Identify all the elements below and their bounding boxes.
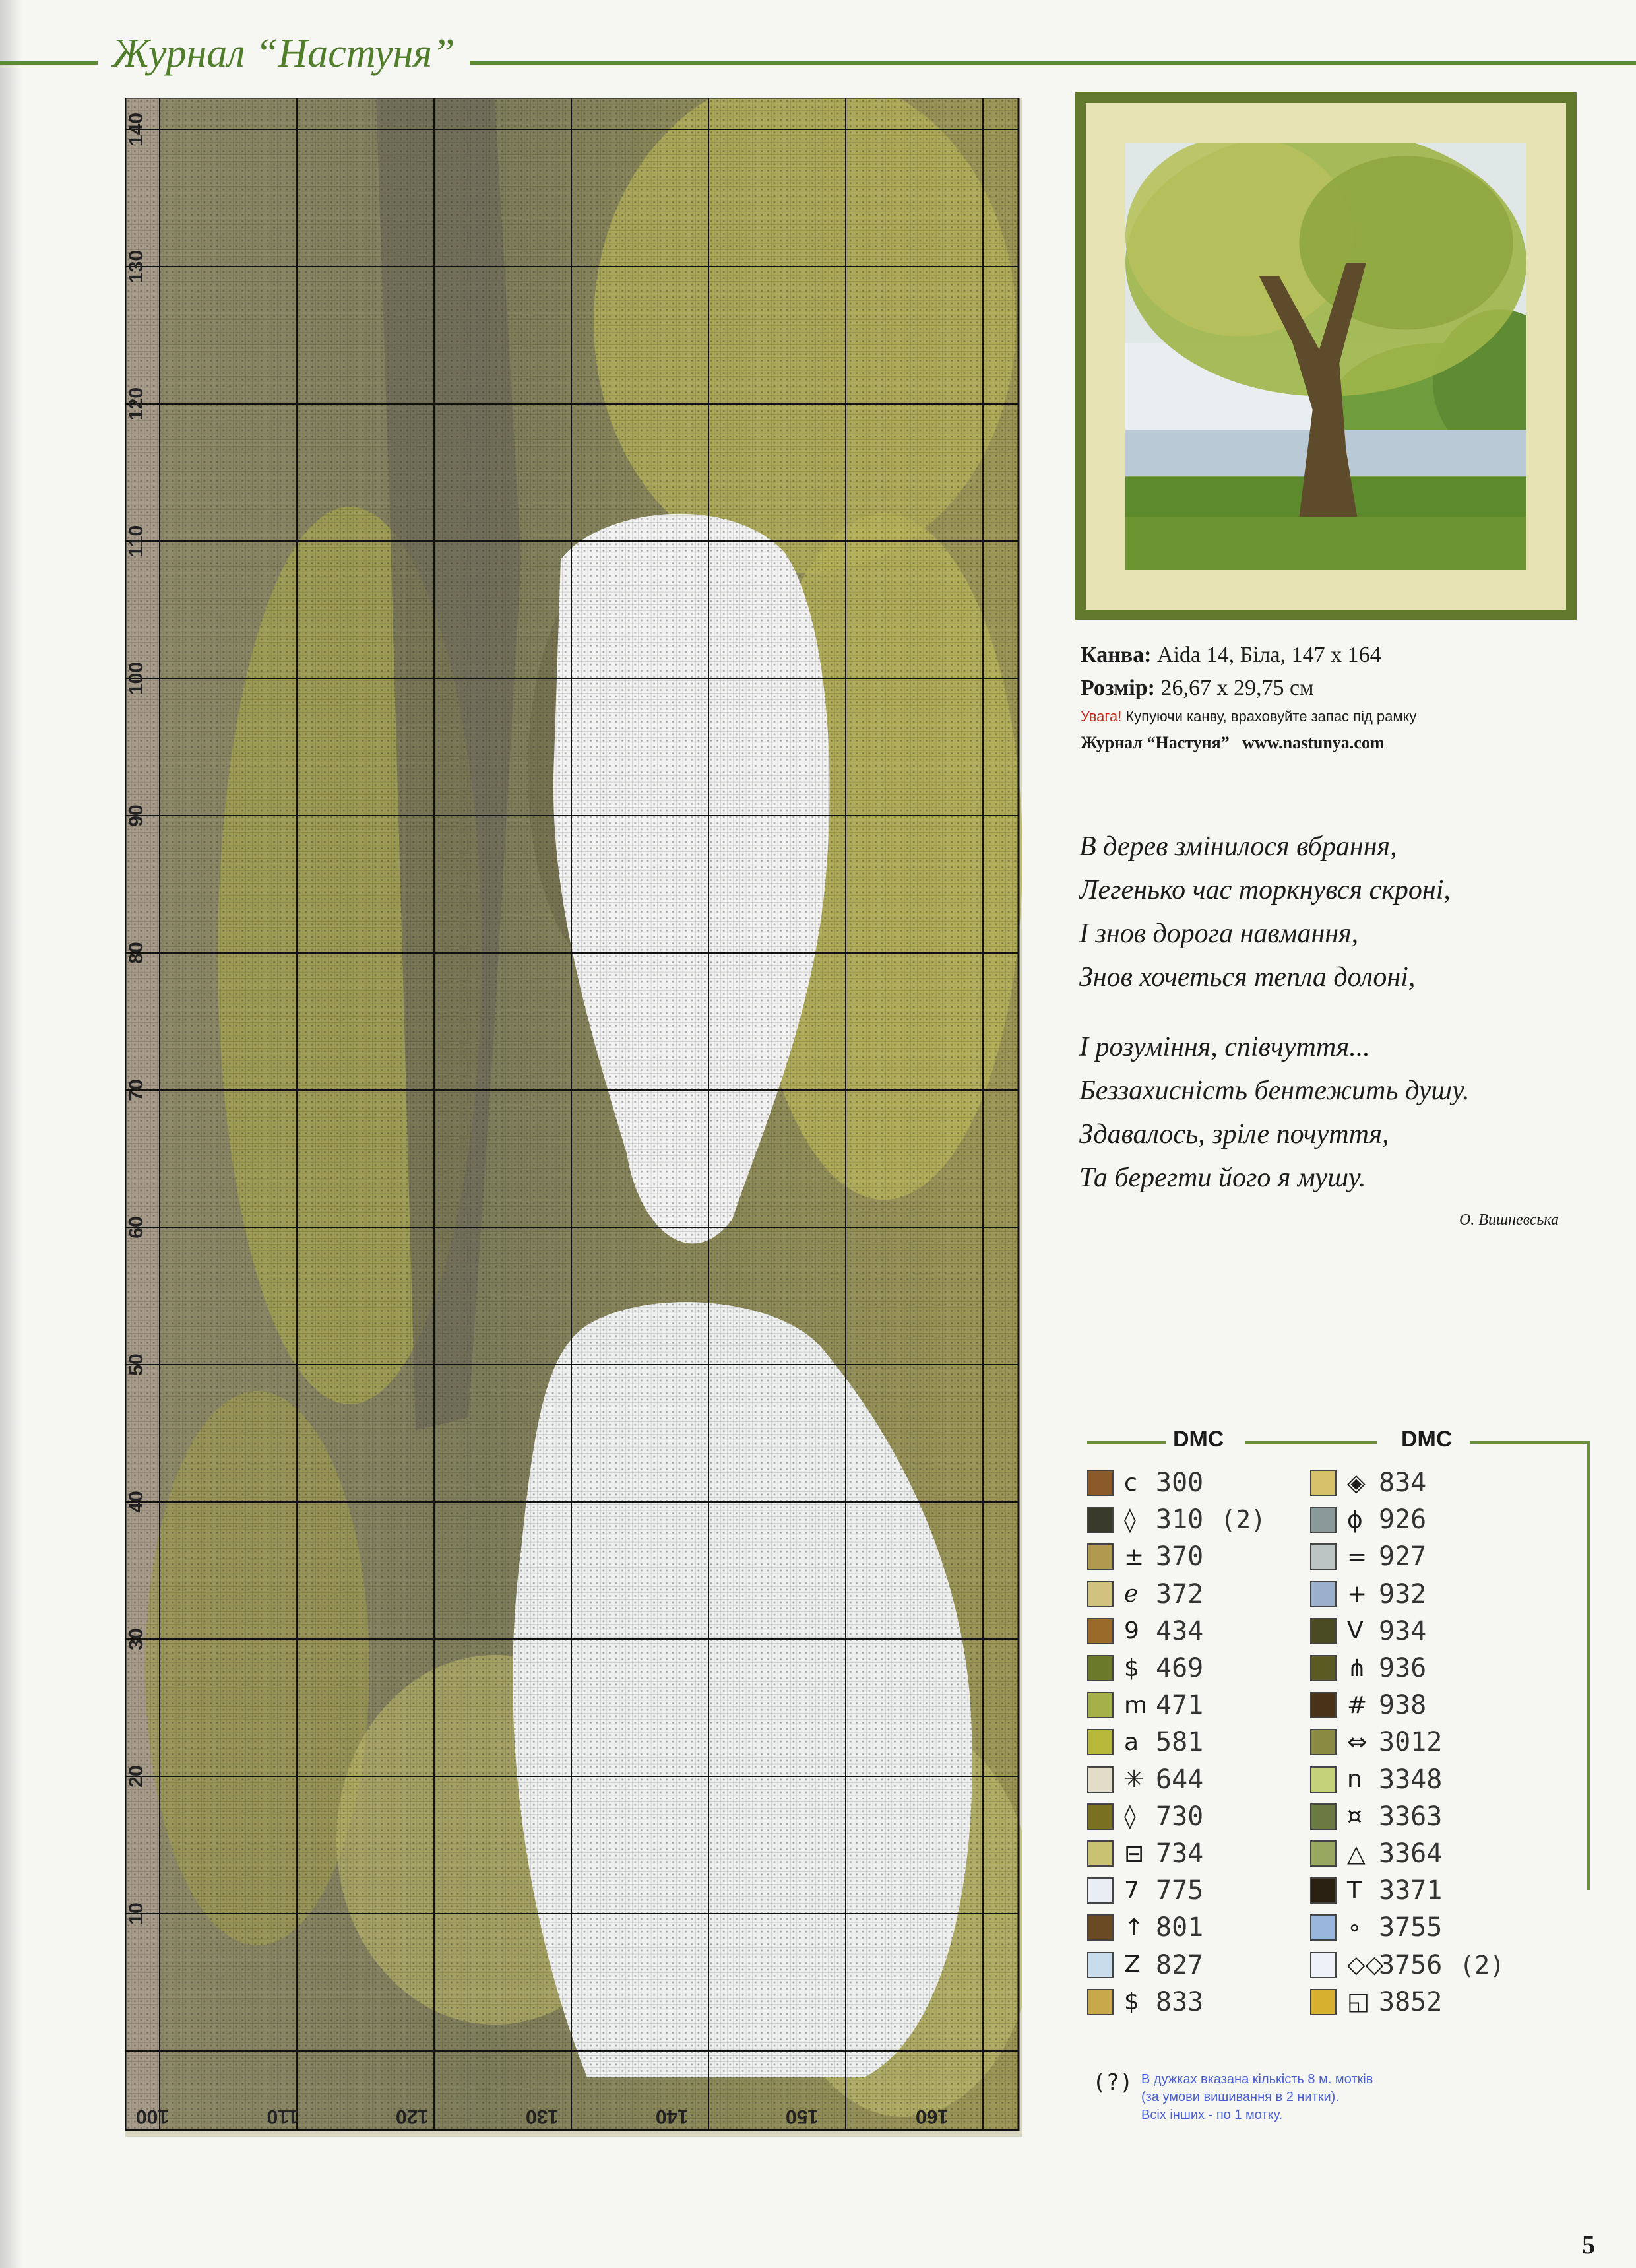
stitch-symbol: 7 [1124,1877,1139,1904]
dmc-code: 434 [1156,1615,1204,1646]
floss-color-swatch [1310,1507,1337,1533]
floss-color-swatch [1087,1914,1114,1941]
legend-row [1087,1874,1203,1907]
legend-row [1087,1615,1203,1648]
page-number: 5 [1582,2230,1595,2259]
website-link[interactable]: www.nastunya.com [1242,733,1385,752]
stitch-symbol: $ [1124,1988,1139,2016]
dmc-code: 827 [1156,1949,1204,1980]
stitch-symbol: c [1124,1469,1137,1497]
poem-line: І розуміння, співчуття... [1079,1032,1370,1062]
pattern-info [1081,639,1582,758]
dmc-code: 730 [1156,1801,1204,1832]
poem-stanza-1 [1079,825,1567,999]
poem-line: Легенько час торкнувся скроні, [1079,875,1451,905]
stitch-symbol: ± [1124,1543,1145,1571]
floss-color-swatch [1310,1840,1337,1867]
stitch-symbol: ◊ [1124,1506,1136,1534]
floss-color-swatch [1087,1543,1114,1570]
stitch-symbol: a [1124,1728,1139,1756]
floss-color-swatch [1087,1470,1114,1496]
legend-row [1087,1689,1203,1722]
stitch-symbol: ↑ [1124,1914,1145,1941]
size-label: Розмір: [1081,676,1155,700]
legend-header-left: DMC [1173,1427,1224,1452]
dmc-code: 927 [1379,1541,1427,1572]
floss-color-swatch [1087,1766,1114,1793]
dmc-code: 469 [1156,1653,1204,1683]
floss-color-swatch [1310,1877,1337,1904]
floss-color-swatch [1087,1877,1114,1904]
dmc-code: 775 [1156,1875,1204,1906]
dmc-code: 833 [1156,1986,1204,2017]
stitch-symbol: ◱ [1347,1988,1370,2016]
warning-text: Купуючи канву, враховуйте запас під рамку [1125,708,1417,725]
stitch-symbol: $ [1124,1654,1139,1682]
legend-row [1310,1578,1426,1611]
legend-row [1087,1837,1203,1870]
x-tick-label: 100 [135,2106,169,2127]
note-line: Всіх інших - по 1 мотку. [1141,2108,1283,2122]
note-line: В дужках вказана кількість 8 м. мотків [1141,2072,1373,2087]
dmc-code: 3852 [1379,1986,1443,2017]
legend-row [1087,1578,1203,1611]
floss-color-swatch [1310,1952,1337,1978]
stitch-symbol: ⊟ [1124,1840,1145,1867]
legend-row [1087,1466,1203,1499]
stitch-symbol: 9 [1124,1617,1139,1645]
chart-grid [125,98,1022,2137]
y-tick-label: 130 [125,249,147,284]
legend-row [1087,1726,1203,1759]
journal-name: Журнал “Настуня” [1081,733,1230,752]
dmc-code: 938 [1379,1690,1427,1721]
x-tick-label: 120 [395,2106,429,2127]
stitch-symbol: V [1347,1617,1364,1645]
poem-stanza-2 [1079,1025,1567,1200]
skein-note [1141,2071,1537,2124]
stitch-symbol: ⇔ [1347,1728,1368,1756]
stitch-symbol: ◊ [1124,1803,1136,1831]
legend-header-right: DMC [1401,1427,1453,1452]
magazine-title: Журнал “Настуня” [98,30,470,77]
stitch-symbol: Z [1124,1951,1141,1979]
y-tick-label: 120 [125,387,147,421]
cross-stitch-chart [125,98,1022,2137]
legend-row [1310,1874,1442,1907]
floss-color-swatch [1310,1581,1337,1607]
floss-color-swatch [1310,1989,1337,2015]
y-tick-label: 40 [125,1491,147,1513]
dmc-code: 3756 [1379,1949,1443,1980]
legend-row [1310,1503,1426,1536]
dmc-code: 936 [1379,1653,1427,1683]
note-line: (за умови вишивання в 2 нитки). [1141,2090,1339,2104]
y-tick-label: 60 [125,1216,147,1239]
stitch-symbol: ∘ [1347,1914,1362,1941]
floss-color-swatch [1310,1543,1337,1570]
legend-row [1310,1689,1426,1722]
poem-line: Беззахисність бентежить душу. [1079,1076,1470,1106]
stitch-symbol: ℯ [1124,1580,1139,1608]
stitch-symbol: m [1124,1691,1148,1719]
stitch-symbol: △ [1347,1840,1366,1867]
poem-line: Здавалось, зріле почуття, [1079,1119,1389,1150]
dmc-code: 300 [1156,1468,1204,1498]
dmc-code: 3364 [1379,1838,1443,1869]
legend-row [1310,1615,1426,1648]
x-tick-label: 150 [785,2106,819,2127]
dmc-code: 644 [1156,1764,1204,1795]
floss-color-swatch [1310,1655,1337,1681]
legend-rule-right [1587,1441,1590,1890]
canvas-label: Канва: [1081,643,1152,667]
y-tick-label: 70 [125,1079,147,1101]
stitch-symbol: ⋔ [1347,1654,1368,1682]
y-tick-label: 10 [125,1902,147,1925]
y-tick-label: 90 [125,804,147,827]
size-line [1081,672,1582,705]
dmc-code: 3755 [1379,1912,1443,1943]
dmc-code: 370 [1156,1541,1204,1572]
dmc-code: 3371 [1379,1875,1443,1906]
size-value: 26,67 x 29,75 см [1160,676,1314,700]
poem-line: І знов дорога навмання, [1079,919,1359,949]
floss-color-swatch [1087,1618,1114,1644]
floss-color-swatch [1310,1803,1337,1830]
dmc-code: 926 [1379,1505,1427,1536]
dmc-code: 581 [1156,1727,1204,1758]
stitch-symbol: = [1347,1543,1368,1571]
legend-row [1310,1837,1442,1870]
poem-author: О. Вишневська [1459,1212,1559,1229]
dmc-code: 3012 [1379,1727,1443,1758]
legend-row [1310,1949,1505,1982]
floss-color-swatch [1310,1766,1337,1793]
x-tick-label: 110 [267,2106,299,2127]
y-tick-label: 20 [125,1765,147,1788]
poem-line: В дерев змінилося вбрання, [1079,831,1397,862]
journal-line [1081,729,1582,758]
floss-color-swatch [1087,1507,1114,1533]
legend-row [1310,1986,1442,2019]
floss-color-swatch [1087,1692,1114,1718]
stitch-symbol: ◇◇ [1347,1951,1384,1979]
y-tick-label: 50 [125,1353,147,1376]
warning-label: Увага! [1081,708,1122,725]
dmc-code: 3363 [1379,1801,1443,1832]
floss-color-swatch [1087,1803,1114,1830]
x-tick-label: 130 [525,2106,559,2127]
dmc-code: 372 [1156,1578,1204,1609]
stitch-symbol: T [1347,1877,1362,1904]
dmc-code: 734 [1156,1838,1204,1869]
floss-color-swatch [1087,1840,1114,1867]
y-tick-label: 30 [125,1628,147,1650]
tree-landscape-photo [1125,143,1526,570]
stitch-symbol: ◈ [1347,1469,1366,1497]
stitch-symbol: ¤ [1347,1803,1362,1831]
legend-row [1087,1986,1203,2019]
stitch-symbol: ✳ [1124,1766,1145,1794]
dmc-code: 934 [1379,1615,1427,1646]
stitch-symbol: ɸ [1347,1506,1363,1534]
legend-row [1087,1763,1203,1796]
poem [1079,825,1567,1226]
legend-row [1087,1503,1266,1536]
y-tick-label: 100 [125,661,147,696]
legend-row [1310,1911,1442,1944]
color-key-legend [1087,1427,1589,2154]
legend-row [1310,1466,1426,1499]
dmc-code: 471 [1156,1690,1204,1721]
stitch-symbol: ո [1347,1766,1362,1794]
canvas-line [1081,639,1582,672]
floss-color-swatch [1310,1692,1337,1718]
legend-row [1310,1763,1442,1796]
x-tick-label: 140 [655,2106,689,2127]
floss-color-swatch [1087,1989,1114,2015]
legend-row [1310,1800,1442,1833]
skein-count: (2) [1459,1950,1505,1980]
legend-row [1310,1540,1426,1573]
floss-color-swatch [1087,1655,1114,1681]
legend-row [1310,1652,1426,1685]
legend-rule [1470,1441,1589,1444]
dmc-code: 801 [1156,1912,1204,1943]
legend-row [1087,1911,1203,1944]
y-tick-label: 140 [125,112,147,146]
page-gutter-shadow [0,0,22,2268]
legend-row [1087,1949,1203,1982]
y-tick-label: 80 [125,942,147,964]
legend-row [1087,1652,1203,1685]
skein-count: (2) [1220,1505,1266,1535]
floss-color-swatch [1087,1729,1114,1755]
finished-embroidery-photo-frame [1075,92,1577,620]
floss-color-swatch [1310,1914,1337,1941]
poem-line: Та берегти його я мушу. [1079,1163,1366,1193]
legend-rule [1087,1441,1166,1444]
dmc-code: 834 [1379,1468,1427,1498]
warning-line [1081,705,1582,729]
floss-color-swatch [1310,1618,1337,1644]
note-mark: (?) [1092,2069,1133,2096]
floss-color-swatch [1087,1952,1114,1978]
legend-row [1310,1726,1442,1759]
stitch-symbol: + [1347,1580,1368,1608]
canvas-value: Aida 14, Біла, 147 x 164 [1156,643,1381,667]
stitch-symbol: # [1347,1691,1368,1719]
frame-mat [1086,103,1566,610]
poem-line: Знов хочеться тепла долоні, [1079,962,1416,992]
floss-color-swatch [1087,1581,1114,1607]
dmc-code: 3348 [1379,1764,1443,1795]
x-tick-label: 160 [915,2106,949,2127]
floss-color-swatch [1310,1470,1337,1496]
dmc-code: 932 [1379,1578,1427,1609]
legend-row [1087,1800,1203,1833]
floss-color-swatch [1310,1729,1337,1755]
legend-rule [1245,1441,1377,1444]
y-tick-label: 110 [125,525,147,558]
legend-row [1087,1540,1203,1573]
dmc-code: 310 [1156,1505,1204,1536]
